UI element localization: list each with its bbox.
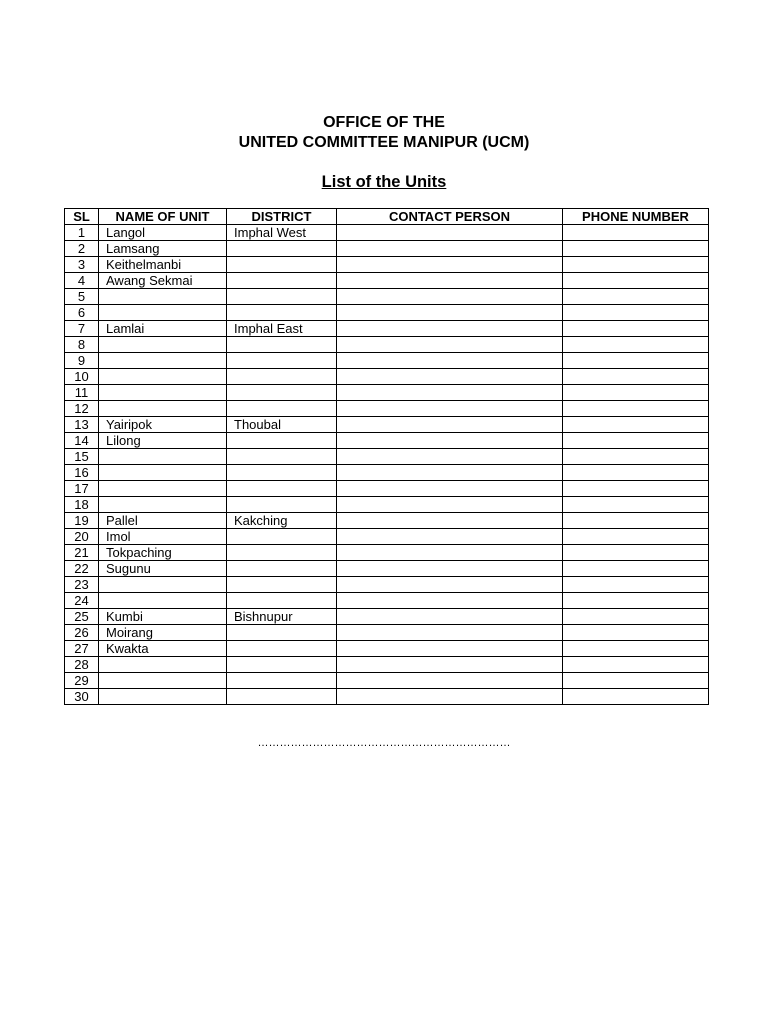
table-cell-sl: 29 (65, 673, 99, 689)
table-cell-phone-number (563, 513, 709, 529)
table-cell-contact-person (337, 401, 563, 417)
table-cell-phone-number (563, 417, 709, 433)
table-cell-phone-number (563, 353, 709, 369)
table-cell-unit-name (99, 337, 227, 353)
table-row (65, 625, 709, 641)
table-cell-unit-name: Lamlai (99, 321, 227, 337)
table-cell-contact-person (337, 577, 563, 593)
table-cell-phone-number (563, 385, 709, 401)
table-cell-phone-number (563, 289, 709, 305)
table-row (65, 401, 709, 417)
table-cell-district: Thoubal (227, 417, 337, 433)
table-cell-contact-person (337, 241, 563, 257)
table-cell-phone-number (563, 609, 709, 625)
table-cell-contact-person (337, 673, 563, 689)
table-cell-contact-person (337, 289, 563, 305)
table-cell-unit-name: Kwakta (99, 641, 227, 657)
table-cell-phone-number (563, 273, 709, 289)
table-cell-phone-number (563, 577, 709, 593)
table-cell-sl: 30 (65, 689, 99, 705)
table-cell-unit-name (99, 497, 227, 513)
table-cell-unit-name: Yairipok (99, 417, 227, 433)
table-cell-phone-number (563, 593, 709, 609)
table-cell-district (227, 577, 337, 593)
table-row (65, 225, 709, 241)
table-cell-sl: 17 (65, 481, 99, 497)
table-cell-contact-person (337, 337, 563, 353)
table-cell-sl: 7 (65, 321, 99, 337)
table-cell-district (227, 449, 337, 465)
table-row (65, 305, 709, 321)
table-cell-district (227, 481, 337, 497)
table-cell-sl: 23 (65, 577, 99, 593)
table-cell-district (227, 625, 337, 641)
table-cell-district (227, 385, 337, 401)
table-cell-sl: 26 (65, 625, 99, 641)
table-cell-contact-person (337, 593, 563, 609)
table-cell-phone-number (563, 241, 709, 257)
table-row (65, 433, 709, 449)
table-cell-district (227, 657, 337, 673)
table-row (65, 545, 709, 561)
table-cell-phone-number (563, 305, 709, 321)
table-cell-unit-name (99, 385, 227, 401)
table-cell-district (227, 257, 337, 273)
table-cell-unit-name: Lilong (99, 433, 227, 449)
table-cell-district (227, 433, 337, 449)
table-cell-unit-name (99, 401, 227, 417)
table-cell-district (227, 289, 337, 305)
table-cell-phone-number (563, 225, 709, 241)
table-cell-unit-name: Tokpaching (99, 545, 227, 561)
table-cell-unit-name (99, 481, 227, 497)
column-header-phone-number: PHONE NUMBER (563, 209, 709, 225)
table-cell-phone-number (563, 433, 709, 449)
table-cell-district (227, 273, 337, 289)
table-cell-contact-person (337, 609, 563, 625)
table-cell-phone-number (563, 641, 709, 657)
table-cell-district (227, 561, 337, 577)
table-cell-unit-name (99, 689, 227, 705)
table-cell-district (227, 593, 337, 609)
table-row (65, 353, 709, 369)
table-cell-district (227, 641, 337, 657)
table-cell-sl: 14 (65, 433, 99, 449)
table-cell-sl: 15 (65, 449, 99, 465)
table-cell-unit-name (99, 353, 227, 369)
table-cell-unit-name: Kumbi (99, 609, 227, 625)
office-heading: OFFICE OF THE (323, 114, 445, 131)
column-header-district: DISTRICT (227, 209, 337, 225)
table-cell-district: Kakching (227, 513, 337, 529)
table-cell-contact-person (337, 689, 563, 705)
units-table-body (65, 225, 709, 705)
table-cell-unit-name (99, 465, 227, 481)
table-cell-district (227, 337, 337, 353)
table-cell-sl: 22 (65, 561, 99, 577)
table-cell-phone-number (563, 529, 709, 545)
table-cell-contact-person (337, 385, 563, 401)
table-row (65, 369, 709, 385)
table-cell-sl: 24 (65, 593, 99, 609)
table-cell-contact-person (337, 417, 563, 433)
table-cell-phone-number (563, 657, 709, 673)
table-cell-contact-person (337, 225, 563, 241)
table-cell-phone-number (563, 465, 709, 481)
column-header-name-of-unit: NAME OF UNIT (99, 209, 227, 225)
table-row (65, 321, 709, 337)
table-row (65, 529, 709, 545)
table-cell-sl: 27 (65, 641, 99, 657)
table-cell-sl: 28 (65, 657, 99, 673)
table-cell-district (227, 689, 337, 705)
table-row (65, 273, 709, 289)
table-row (65, 465, 709, 481)
table-row (65, 497, 709, 513)
table-cell-district (227, 545, 337, 561)
table-cell-district (227, 305, 337, 321)
table-cell-unit-name (99, 369, 227, 385)
table-row (65, 257, 709, 273)
table-cell-contact-person (337, 449, 563, 465)
table-cell-unit-name: Lamsang (99, 241, 227, 257)
table-cell-contact-person (337, 545, 563, 561)
table-row (65, 513, 709, 529)
table-cell-sl: 9 (65, 353, 99, 369)
dotted-line: …………………………………………………………… (257, 737, 511, 749)
table-cell-unit-name (99, 305, 227, 321)
table-cell-unit-name (99, 289, 227, 305)
table-cell-contact-person (337, 529, 563, 545)
table-row (65, 337, 709, 353)
table-cell-sl: 8 (65, 337, 99, 353)
table-cell-phone-number (563, 321, 709, 337)
table-cell-sl: 4 (65, 273, 99, 289)
table-cell-phone-number (563, 561, 709, 577)
table-cell-unit-name: Keithelmanbi (99, 257, 227, 273)
table-cell-unit-name (99, 657, 227, 673)
table-cell-sl: 2 (65, 241, 99, 257)
table-cell-contact-person (337, 353, 563, 369)
table-cell-contact-person (337, 513, 563, 529)
list-title: List of the Units (321, 173, 447, 191)
table-cell-phone-number (563, 545, 709, 561)
table-cell-phone-number (563, 401, 709, 417)
table-cell-phone-number (563, 625, 709, 641)
table-cell-unit-name: Imol (99, 529, 227, 545)
table-cell-phone-number (563, 497, 709, 513)
table-cell-phone-number (563, 337, 709, 353)
table-cell-district: Bishnupur (227, 609, 337, 625)
table-cell-contact-person (337, 497, 563, 513)
table-cell-contact-person (337, 305, 563, 321)
table-cell-contact-person (337, 433, 563, 449)
table-cell-contact-person (337, 465, 563, 481)
table-cell-sl: 16 (65, 465, 99, 481)
table-cell-district (227, 369, 337, 385)
table-cell-phone-number (563, 257, 709, 273)
table-cell-district (227, 401, 337, 417)
table-cell-district: Imphal East (227, 321, 337, 337)
table-cell-sl: 3 (65, 257, 99, 273)
table-cell-phone-number (563, 481, 709, 497)
table-cell-unit-name: Langol (99, 225, 227, 241)
table-cell-unit-name (99, 673, 227, 689)
table-cell-sl: 18 (65, 497, 99, 513)
table-row (65, 561, 709, 577)
table-row (65, 241, 709, 257)
table-cell-contact-person (337, 625, 563, 641)
table-row (65, 609, 709, 625)
table-row (65, 577, 709, 593)
table-row (65, 689, 709, 705)
table-cell-sl: 20 (65, 529, 99, 545)
table-cell-unit-name: Pallel (99, 513, 227, 529)
table-cell-sl: 13 (65, 417, 99, 433)
table-cell-phone-number (563, 369, 709, 385)
organization-heading: UNITED COMMITTEE MANIPUR (UCM) (238, 134, 530, 151)
table-cell-unit-name (99, 593, 227, 609)
table-cell-contact-person (337, 481, 563, 497)
table-cell-unit-name: Awang Sekmai (99, 273, 227, 289)
table-cell-contact-person (337, 369, 563, 385)
table-row (65, 641, 709, 657)
table-row (65, 449, 709, 465)
table-cell-district (227, 673, 337, 689)
table-row (65, 673, 709, 689)
table-cell-district (227, 497, 337, 513)
table-cell-district (227, 241, 337, 257)
table-row (65, 657, 709, 673)
table-row (65, 417, 709, 433)
table-cell-sl: 12 (65, 401, 99, 417)
table-cell-sl: 11 (65, 385, 99, 401)
table-cell-sl: 19 (65, 513, 99, 529)
units-table (64, 208, 709, 705)
table-cell-sl: 1 (65, 225, 99, 241)
table-cell-sl: 21 (65, 545, 99, 561)
table-row (65, 289, 709, 305)
table-cell-unit-name (99, 449, 227, 465)
table-cell-phone-number (563, 449, 709, 465)
table-cell-phone-number (563, 673, 709, 689)
column-header-contact-person: CONTACT PERSON (337, 209, 563, 225)
table-cell-contact-person (337, 321, 563, 337)
table-cell-contact-person (337, 561, 563, 577)
table-row (65, 593, 709, 609)
table-header-row (65, 209, 709, 225)
table-cell-unit-name: Moirang (99, 625, 227, 641)
table-cell-contact-person (337, 657, 563, 673)
table-row (65, 481, 709, 497)
table-cell-unit-name (99, 577, 227, 593)
table-cell-unit-name: Sugunu (99, 561, 227, 577)
table-cell-district (227, 353, 337, 369)
table-cell-district (227, 529, 337, 545)
table-cell-contact-person (337, 641, 563, 657)
table-cell-contact-person (337, 273, 563, 289)
table-cell-district (227, 465, 337, 481)
table-cell-sl: 25 (65, 609, 99, 625)
table-cell-sl: 5 (65, 289, 99, 305)
table-row (65, 385, 709, 401)
table-cell-district: Imphal West (227, 225, 337, 241)
table-cell-phone-number (563, 689, 709, 705)
table-cell-sl: 10 (65, 369, 99, 385)
table-cell-sl: 6 (65, 305, 99, 321)
table-cell-contact-person (337, 257, 563, 273)
column-header-sl: SL (65, 209, 99, 225)
